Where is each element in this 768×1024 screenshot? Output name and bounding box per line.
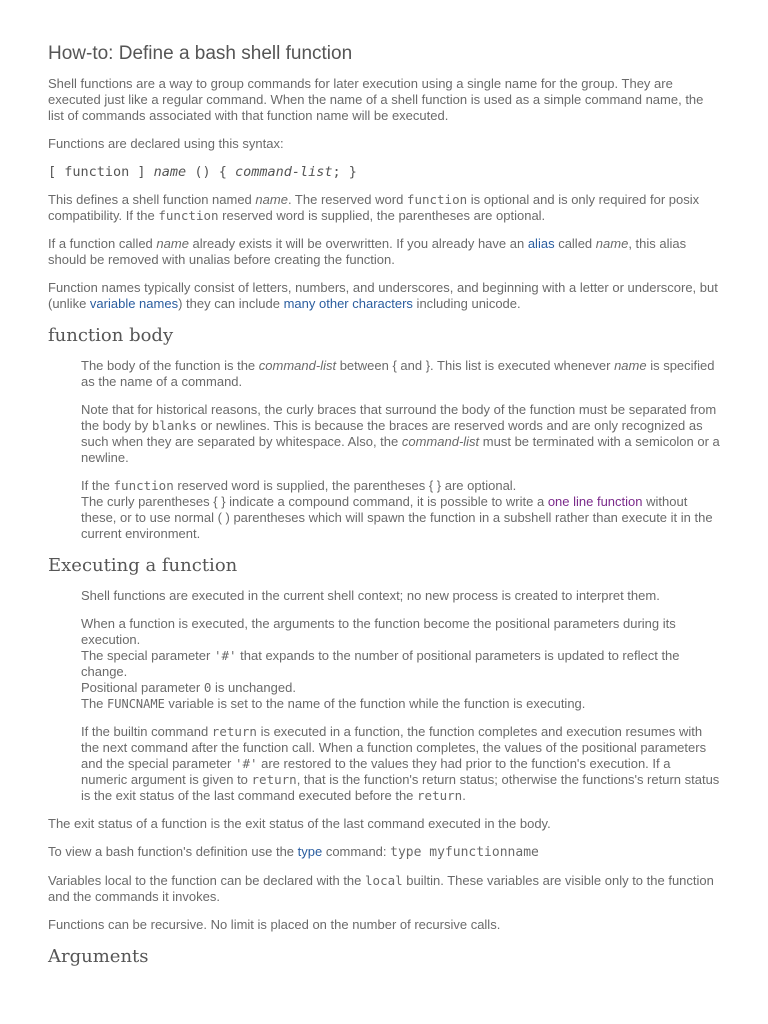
text: reserved word is supplied, the parentheses { } are optional.: [173, 478, 517, 493]
text: . The reserved word: [287, 192, 407, 207]
function-body-heading: function body: [48, 325, 174, 346]
text: that expands to the number of positional parameters is updated to reflect the change.: [81, 648, 680, 679]
braces-paragraph: [81, 402, 720, 466]
text: If a function called: [48, 236, 157, 251]
arguments-heading: Arguments: [48, 946, 149, 967]
text: or newlines. This is because the braces are reserved words and are only recognized as such when they are separated by whitespace. Also, the: [81, 418, 703, 449]
text: This defines a shell function named: [48, 192, 256, 207]
executing-function-heading: Executing a function: [48, 555, 238, 576]
code-zero: 0: [203, 680, 212, 695]
recursive-paragraph: Functions can be recursive. No limit is placed on the number of recursive calls.: [48, 917, 501, 932]
code-blanks: blanks: [151, 418, 197, 433]
type-link[interactable]: type: [297, 844, 323, 859]
code-type-command: type myfunctionname: [390, 845, 539, 860]
text: command:: [322, 844, 391, 859]
text: ) they can include: [178, 296, 284, 311]
text: Note that for historical reasons, the curly braces that surround the body of the function must be separated from the body by: [81, 402, 717, 433]
one-line-function-link[interactable]: one line function: [547, 494, 643, 509]
view-definition-paragraph: [48, 844, 720, 861]
code-local: local: [365, 873, 403, 888]
names-paragraph: [48, 280, 720, 312]
syntax-text: ; }: [332, 164, 357, 180]
syntax-name: name: [153, 164, 187, 180]
code-function: function: [158, 208, 219, 223]
executing-function-section: [48, 588, 720, 804]
text: To view a bash function's definition use the: [48, 844, 298, 859]
text: variable is set to the name of the function while the function is executing.: [164, 696, 586, 711]
code-hash: '#': [234, 756, 258, 771]
positional-paragraph: [81, 616, 720, 712]
exit-status-paragraph: The exit status of a function is the exit status of the last command executed in the body.: [48, 816, 551, 831]
name-term: name: [255, 192, 288, 207]
text: The body of the function is the: [81, 358, 259, 373]
overwrite-paragraph: [48, 236, 720, 268]
text: Variables local to the function can be declared with the: [48, 873, 366, 888]
function-body-section: [48, 358, 720, 542]
text: is specified as the name of a command.: [81, 358, 715, 389]
name-term: name: [595, 236, 629, 251]
text: is unchanged.: [211, 680, 296, 695]
code-return: return: [417, 788, 463, 803]
text: .: [462, 788, 466, 803]
text: If the: [81, 478, 114, 493]
text: must be terminated with a semicolon or a newline.: [81, 434, 720, 465]
text: are restored to the values they had prior to the function's execution. If a numeric argument is given to: [81, 756, 671, 787]
text: Positional parameter: [81, 680, 204, 695]
code-hash: '#': [213, 648, 237, 663]
text: is executed in a function, the function completes and execution resumes with the next command after the function call. When a function completes, the values of the positional parameters and the special parameter: [81, 724, 707, 771]
local-variables-paragraph: [48, 873, 720, 905]
return-paragraph: [81, 724, 720, 804]
text: The: [81, 696, 108, 711]
code-function: function: [406, 192, 468, 207]
text: builtin. These variables are visible only to the function and the commands it invokes.: [48, 873, 714, 904]
syntax-text: () {: [186, 164, 235, 180]
text: already exists it will be overwritten. If you already have an: [188, 236, 528, 251]
code-return: return: [211, 724, 257, 739]
many-other-characters-link[interactable]: many other characters: [283, 296, 413, 311]
body-paragraph: [81, 358, 720, 390]
syntax-text: [ function ]: [48, 164, 154, 180]
name-term: name: [614, 358, 647, 373]
define-paragraph: [48, 192, 720, 224]
code-funcname: FUNCNAME: [107, 697, 165, 711]
name-term: name: [156, 236, 189, 251]
text: The curly parentheses { } indicate a compound command, it is possible to write a: [81, 494, 548, 509]
command-list-term: command-list: [258, 358, 337, 373]
syntax-command-list: command-list: [234, 164, 333, 180]
page-title: How-to: Define a bash shell function: [48, 43, 353, 64]
text: between { and }. This list is executed whenever: [336, 358, 615, 373]
syntax-intro: Functions are declared using this syntax:: [48, 136, 284, 151]
context-paragraph: Shell functions are executed in the current shell context; no new process is created to interpret them.: [81, 588, 660, 603]
intro-paragraph: Shell functions are a way to group commands for later execution using a single name for the group. They are executed just like a regular command. When the name of a shell function is used as a simple command name, the list of commands associated with that function name will be executed.: [48, 76, 704, 123]
text: , this alias should be removed with unalias before creating the function.: [48, 236, 687, 267]
syntax-line: [48, 164, 720, 180]
text: is optional and is only required for posix compatibility. If the: [48, 192, 700, 223]
text: without these, or to use normal ( ) parentheses which will spawn the function in a subshell rather than execute it in the current environment.: [81, 494, 713, 541]
parentheses-paragraph: [81, 478, 720, 542]
alias-link[interactable]: alias: [527, 236, 555, 251]
text: reserved word is supplied, the parentheses are optional.: [218, 208, 546, 223]
text: called: [554, 236, 596, 251]
text: The special parameter: [81, 648, 214, 663]
text: including unicode.: [412, 296, 521, 311]
text: , that is the function's return status; otherwise the functions's return status is the exit status of the last command executed before the: [81, 772, 720, 803]
text: Function names typically consist of letters, numbers, and underscores, and beginning with a letter or underscore, but (unlike: [48, 280, 718, 311]
text: If the builtin command: [81, 724, 212, 739]
code-return: return: [251, 772, 297, 787]
code-function: function: [113, 478, 174, 493]
command-list-term: command-list: [401, 434, 480, 449]
variable-names-link[interactable]: variable names: [89, 296, 179, 311]
text: When a function is executed, the arguments to the function become the positional parameters during its execution.: [81, 616, 676, 647]
